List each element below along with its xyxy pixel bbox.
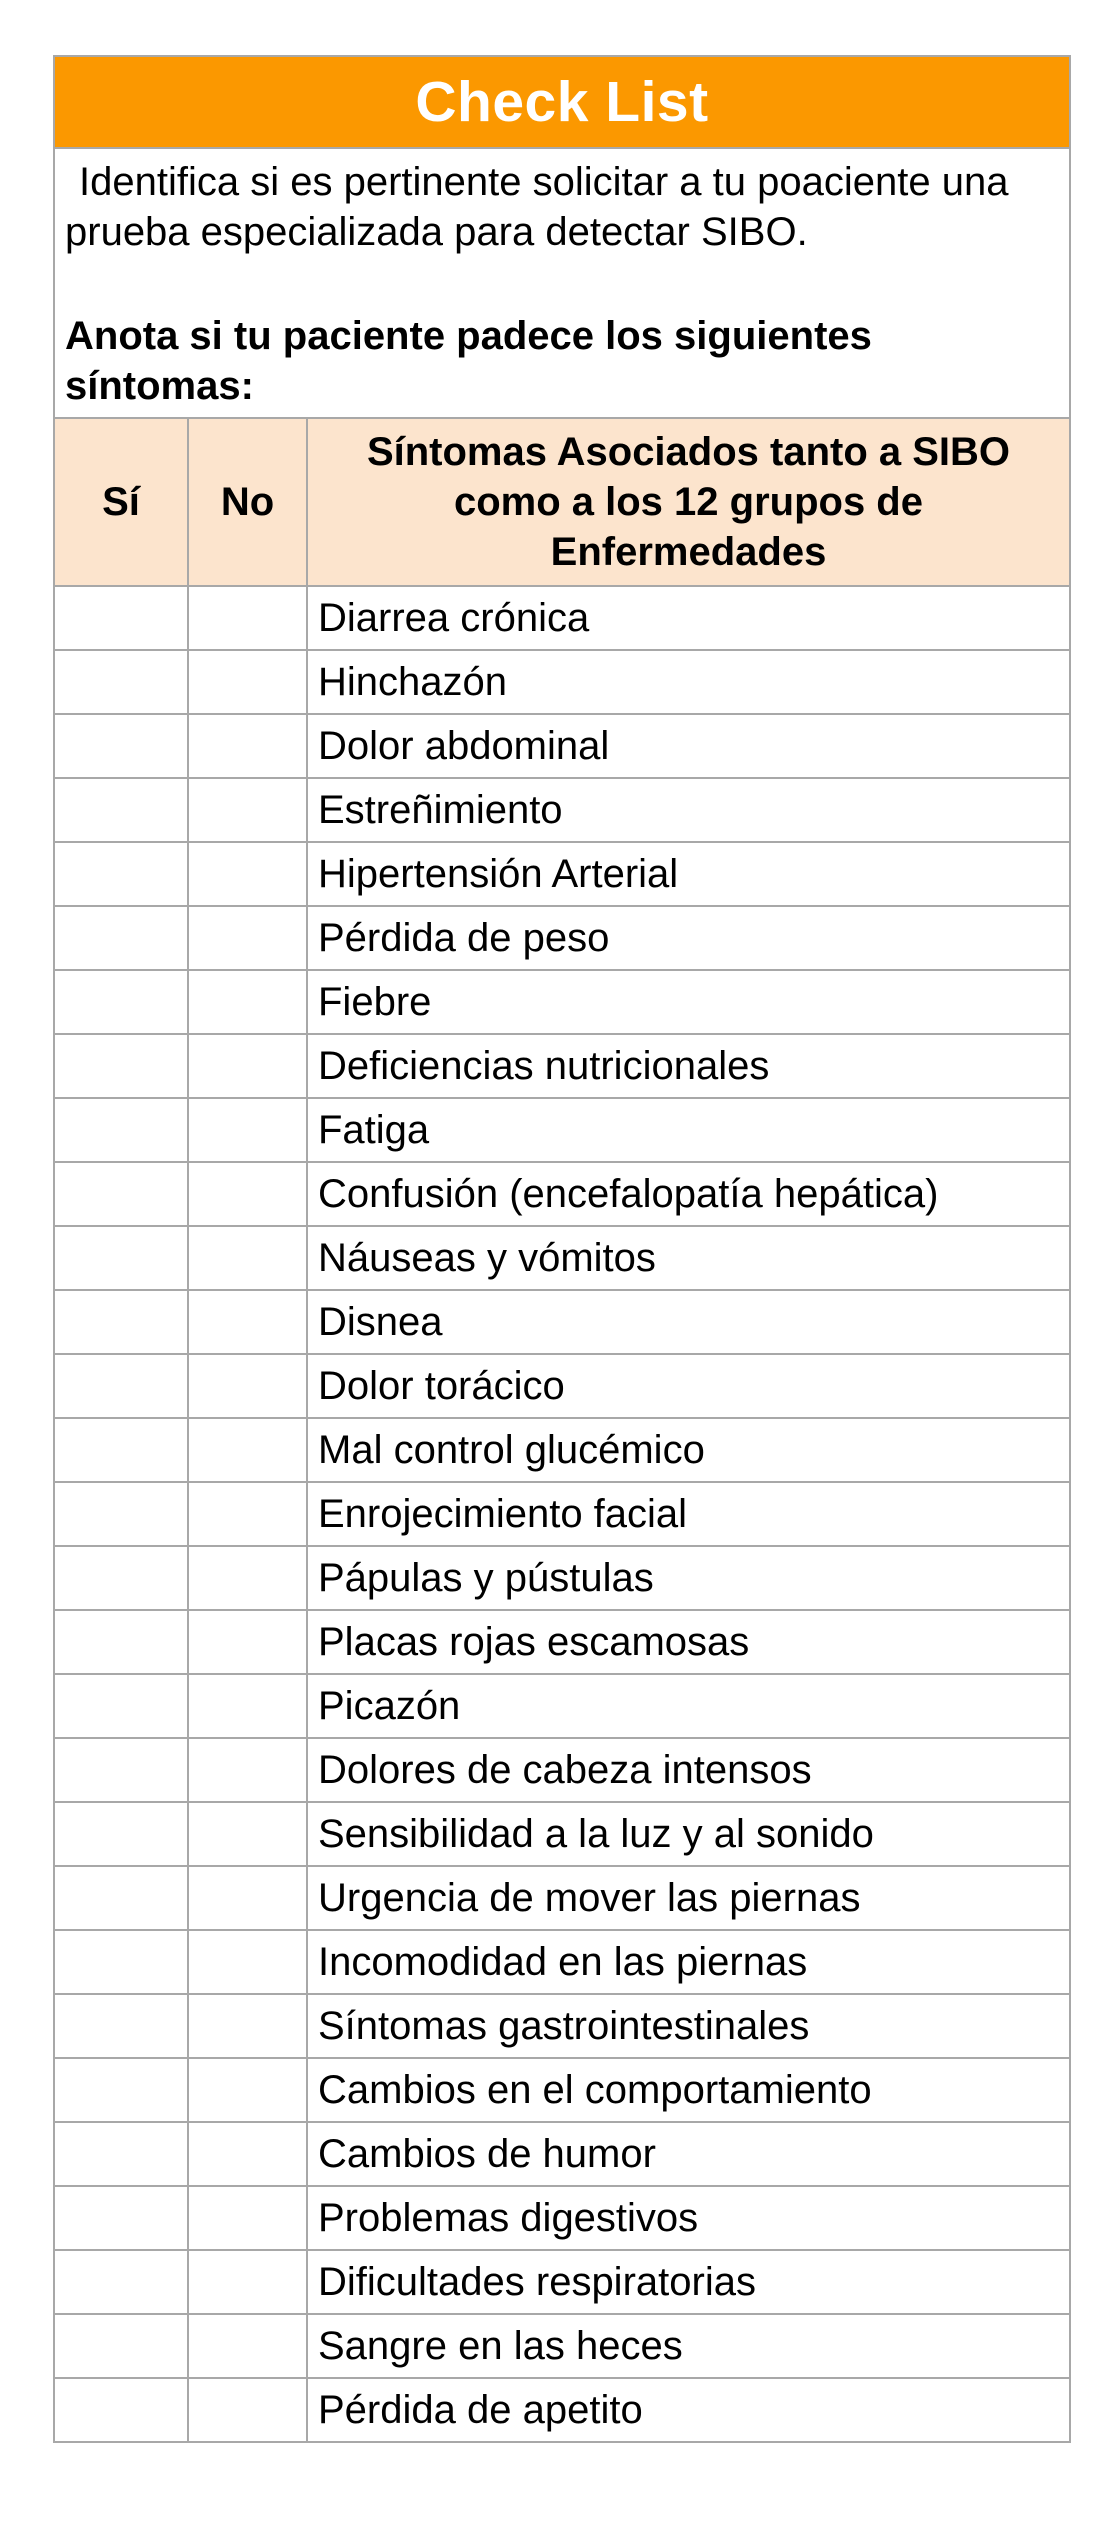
table-row: [54, 1354, 1070, 1418]
symptom-label: Sangre en las heces: [307, 2314, 1070, 2378]
symptom-label: Sensibilidad a la luz y al sonido: [307, 1802, 1070, 1866]
checkbox-cell-yes[interactable]: [54, 2186, 188, 2250]
intro-prompt: Anota si tu paciente padece los siguientes síntomas:: [65, 314, 872, 408]
checkbox-cell-yes[interactable]: [54, 1418, 188, 1482]
checkbox-cell-no[interactable]: [188, 1994, 307, 2058]
checkbox-cell-yes[interactable]: [54, 2314, 188, 2378]
checkbox-cell-no[interactable]: [188, 1930, 307, 1994]
checkbox-cell-no[interactable]: [188, 1738, 307, 1802]
symptom-label: Incomodidad en las piernas: [307, 1930, 1070, 1994]
checkbox-cell-yes[interactable]: [54, 1546, 188, 1610]
symptom-table: [53, 417, 1071, 2443]
table-row: [54, 1610, 1070, 1674]
table-row: [54, 1034, 1070, 1098]
checkbox-cell-no[interactable]: [188, 970, 307, 1034]
table-row: [54, 842, 1070, 906]
checkbox-cell-no[interactable]: [188, 2186, 307, 2250]
symptom-label: Picazón: [307, 1674, 1070, 1738]
checkbox-cell-yes[interactable]: [54, 714, 188, 778]
table-row: [54, 2186, 1070, 2250]
checkbox-cell-yes[interactable]: [54, 1738, 188, 1802]
symptom-label: Pápulas y pústulas: [307, 1546, 1070, 1610]
checkbox-cell-no[interactable]: [188, 1098, 307, 1162]
symptom-label: Problemas digestivos: [307, 2186, 1070, 2250]
checkbox-cell-no[interactable]: [188, 2058, 307, 2122]
symptom-label: Hipertensión Arterial: [307, 842, 1070, 906]
checkbox-cell-no[interactable]: [188, 1418, 307, 1482]
symptom-label: Dolores de cabeza intensos: [307, 1738, 1070, 1802]
checkbox-cell-no[interactable]: [188, 650, 307, 714]
symptom-label: Náuseas y vómitos: [307, 1226, 1070, 1290]
symptom-label: Pérdida de peso: [307, 906, 1070, 970]
symptom-label: Dolor abdominal: [307, 714, 1070, 778]
checkbox-cell-yes[interactable]: [54, 1034, 188, 1098]
checkbox-cell-yes[interactable]: [54, 1162, 188, 1226]
intro-section: [55, 147, 1069, 417]
checkbox-cell-yes[interactable]: [54, 1226, 188, 1290]
checkbox-cell-no[interactable]: [188, 2314, 307, 2378]
checkbox-cell-no[interactable]: [188, 906, 307, 970]
table-row: [54, 2250, 1070, 2314]
checkbox-cell-no[interactable]: [188, 2250, 307, 2314]
checkbox-cell-no[interactable]: [188, 1802, 307, 1866]
symptom-label: Fatiga: [307, 1098, 1070, 1162]
symptom-label: Cambios en el comportamiento: [307, 2058, 1070, 2122]
table-row: [54, 2058, 1070, 2122]
table-row: [54, 1994, 1070, 2058]
checkbox-cell-yes[interactable]: [54, 1994, 188, 2058]
checkbox-cell-yes[interactable]: [54, 1098, 188, 1162]
table-row: [54, 1546, 1070, 1610]
checkbox-cell-no[interactable]: [188, 1162, 307, 1226]
table-row: [54, 1802, 1070, 1866]
checkbox-cell-yes[interactable]: [54, 2250, 188, 2314]
table-row: [54, 1162, 1070, 1226]
symptom-label: Diarrea crónica: [307, 586, 1070, 650]
checkbox-cell-yes[interactable]: [54, 1802, 188, 1866]
table-row: [54, 1738, 1070, 1802]
table-row: [54, 650, 1070, 714]
checkbox-cell-yes[interactable]: [54, 2058, 188, 2122]
table-row: [54, 2314, 1070, 2378]
symptom-label: Pérdida de apetito: [307, 2378, 1070, 2442]
checkbox-cell-yes[interactable]: [54, 1482, 188, 1546]
checkbox-cell-yes[interactable]: [54, 778, 188, 842]
checkbox-cell-no[interactable]: [188, 1482, 307, 1546]
checkbox-cell-yes[interactable]: [54, 1674, 188, 1738]
checkbox-cell-no[interactable]: [188, 1354, 307, 1418]
checkbox-cell-no[interactable]: [188, 2122, 307, 2186]
checkbox-cell-yes[interactable]: [54, 586, 188, 650]
checkbox-cell-yes[interactable]: [54, 1354, 188, 1418]
symptom-label: Hinchazón: [307, 650, 1070, 714]
checkbox-cell-no[interactable]: [188, 842, 307, 906]
checkbox-cell-yes[interactable]: [54, 1610, 188, 1674]
table-row: [54, 2122, 1070, 2186]
checkbox-cell-no[interactable]: [188, 1866, 307, 1930]
checkbox-cell-no[interactable]: [188, 1674, 307, 1738]
table-row: [54, 714, 1070, 778]
symptom-label: Mal control glucémico: [307, 1418, 1070, 1482]
table-row: [54, 1098, 1070, 1162]
symptom-label: Estreñimiento: [307, 778, 1070, 842]
symptom-label: Confusión (encefalopatía hepática): [307, 1162, 1070, 1226]
table-row: [54, 1674, 1070, 1738]
checkbox-cell-yes[interactable]: [54, 2378, 188, 2442]
symptom-label: Enrojecimiento facial: [307, 1482, 1070, 1546]
checkbox-cell-no[interactable]: [188, 1610, 307, 1674]
table-row: [54, 2378, 1070, 2442]
symptom-label: Síntomas gastrointestinales: [307, 1994, 1070, 2058]
checkbox-cell-no[interactable]: [188, 1226, 307, 1290]
checklist-sheet: [53, 55, 1071, 2443]
checkbox-cell-no[interactable]: [188, 2378, 307, 2442]
table-row: [54, 1482, 1070, 1546]
checkbox-cell-no[interactable]: [188, 714, 307, 778]
table-row: [54, 1418, 1070, 1482]
table-row: [54, 1290, 1070, 1354]
header-symptoms: Síntomas Asociados tanto a SIBO como a los 12 grupos de Enfermedades: [307, 418, 1070, 586]
checkbox-cell-yes[interactable]: [54, 1930, 188, 1994]
header-no: No: [188, 418, 307, 586]
checkbox-cell-yes[interactable]: [54, 1866, 188, 1930]
page-title: Check List: [55, 57, 1069, 147]
checkbox-cell-yes[interactable]: [54, 842, 188, 906]
table-row: [54, 970, 1070, 1034]
checkbox-cell-no[interactable]: [188, 1546, 307, 1610]
symptom-label: Placas rojas escamosas: [307, 1610, 1070, 1674]
table-header-row: [54, 418, 1070, 586]
table-row: [54, 1866, 1070, 1930]
checkbox-cell-no[interactable]: [188, 1034, 307, 1098]
symptom-label: Cambios de humor: [307, 2122, 1070, 2186]
header-yes: Sí: [54, 418, 188, 586]
symptom-label: Fiebre: [307, 970, 1070, 1034]
symptom-label: Dificultades respiratorias: [307, 2250, 1070, 2314]
checkbox-cell-no[interactable]: [188, 1290, 307, 1354]
symptom-label: Deficiencias nutricionales: [307, 1034, 1070, 1098]
checkbox-cell-no[interactable]: [188, 778, 307, 842]
symptom-rows: [54, 586, 1070, 2442]
checkbox-cell-yes[interactable]: [54, 2122, 188, 2186]
table-row: [54, 1930, 1070, 1994]
checkbox-cell-yes[interactable]: [54, 650, 188, 714]
symptom-label: Urgencia de mover las piernas: [307, 1866, 1070, 1930]
intro-description: Identifica si es pertinente solicitar a tu poaciente una prueba especializada para detectar SIBO.: [65, 160, 1009, 254]
checkbox-cell-yes[interactable]: [54, 970, 188, 1034]
table-row: [54, 906, 1070, 970]
table-row: [54, 1226, 1070, 1290]
symptom-label: Dolor torácico: [307, 1354, 1070, 1418]
checkbox-cell-no[interactable]: [188, 586, 307, 650]
table-row: [54, 778, 1070, 842]
table-row: [54, 586, 1070, 650]
checkbox-cell-yes[interactable]: [54, 1290, 188, 1354]
symptom-label: Disnea: [307, 1290, 1070, 1354]
checkbox-cell-yes[interactable]: [54, 906, 188, 970]
